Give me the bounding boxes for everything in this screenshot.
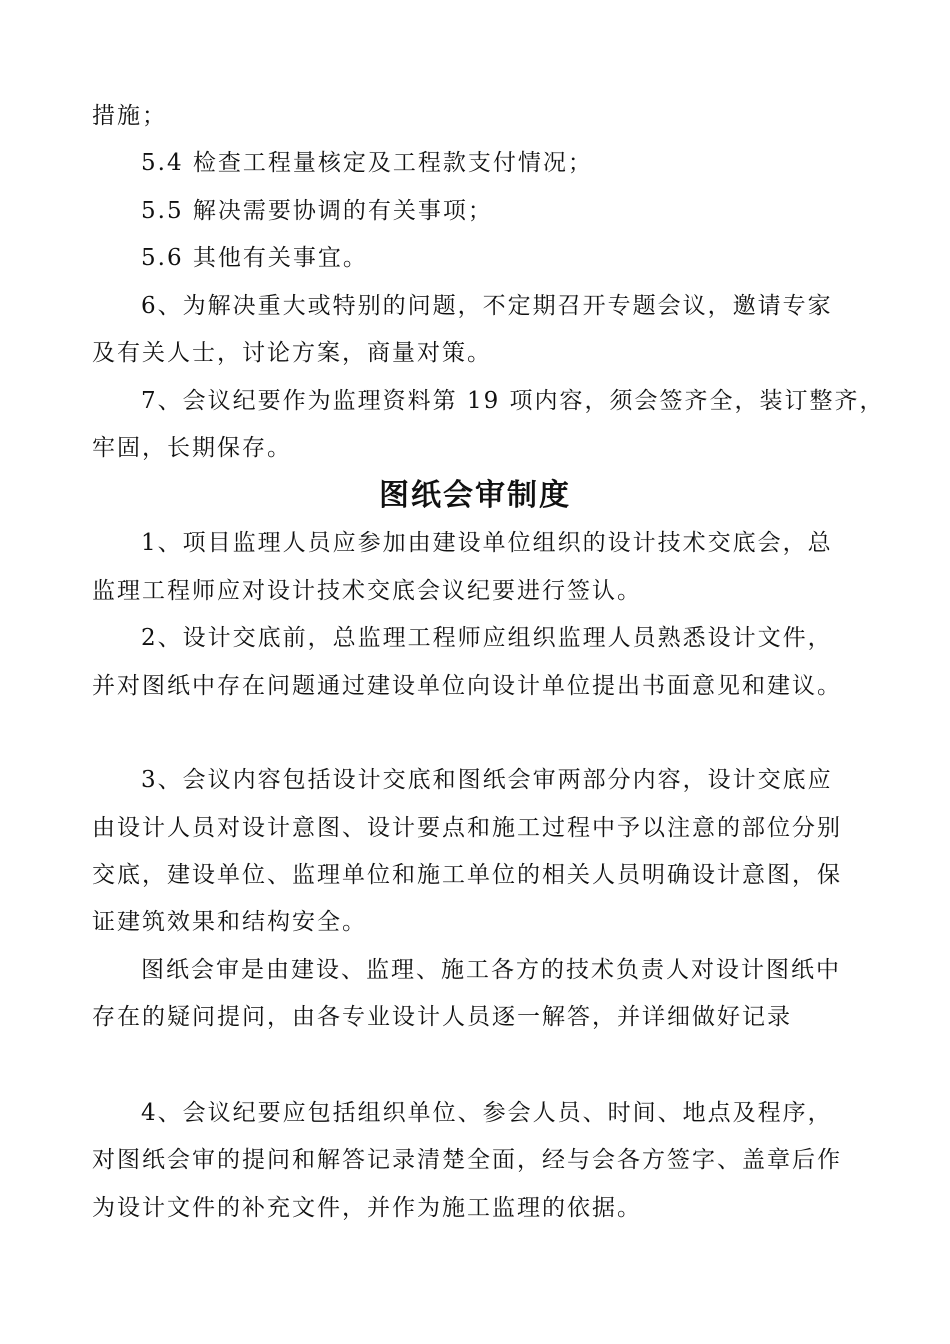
- paragraph-line: 证建筑效果和结构安全。: [92, 909, 367, 935]
- paragraph-line: 为设计文件的补充文件，并作为施工监理的依据。: [92, 1195, 642, 1221]
- paragraph-line: 由设计人员对设计意图、设计要点和施工过程中予以注意的部位分别: [92, 815, 842, 841]
- paragraph-line: 6、为解决重大或特别的问题，不定期召开专题会议，邀请专家: [141, 293, 833, 319]
- paragraph-line: 5.5 解决需要协调的有关事项；: [141, 198, 493, 224]
- paragraph-line: 交底，建设单位、监理单位和施工单位的相关人员明确设计意图，保: [92, 862, 842, 888]
- paragraph-line: 对图纸会审的提问和解答记录清楚全面，经与会各方签字、盖章后作: [92, 1147, 842, 1173]
- paragraph-line: 5.4 检查工程量核定及工程款支付情况；: [141, 150, 593, 176]
- paragraph-line: 牢固，长期保存。: [92, 435, 292, 461]
- paragraph-line: 及有关人士，讨论方案，商量对策。: [92, 340, 492, 366]
- paragraph-line: 监理工程师应对设计技术交底会议纪要进行签认。: [92, 578, 642, 604]
- paragraph-line: 存在的疑问提问，由各专业设计人员逐一解答，并详细做好记录: [92, 1004, 792, 1030]
- paragraph-line: 措施；: [92, 103, 167, 129]
- paragraph-line: 5.6 其他有关事宜。: [141, 245, 368, 271]
- paragraph-line: 7、会议纪要作为监理资料第 19 项内容，须会签齐全，装订整齐，: [141, 388, 885, 414]
- paragraph-line: 1、项目监理人员应参加由建设单位组织的设计技术交底会，总: [141, 530, 833, 556]
- paragraph-line: 并对图纸中存在问题通过建设单位向设计单位提出书面意见和建议。: [92, 673, 842, 699]
- paragraph-line: 3、会议内容包括设计交底和图纸会审两部分内容，设计交底应: [141, 767, 833, 793]
- section-title: 图纸会审制度: [379, 478, 571, 513]
- paragraph-line: 图纸会审是由建设、监理、施工各方的技术负责人对设计图纸中: [141, 957, 841, 983]
- paragraph-line: 2、设计交底前，总监理工程师应组织监理人员熟悉设计文件，: [141, 625, 833, 651]
- paragraph-line: 4、会议纪要应包括组织单位、参会人员、时间、地点及程序，: [141, 1100, 833, 1126]
